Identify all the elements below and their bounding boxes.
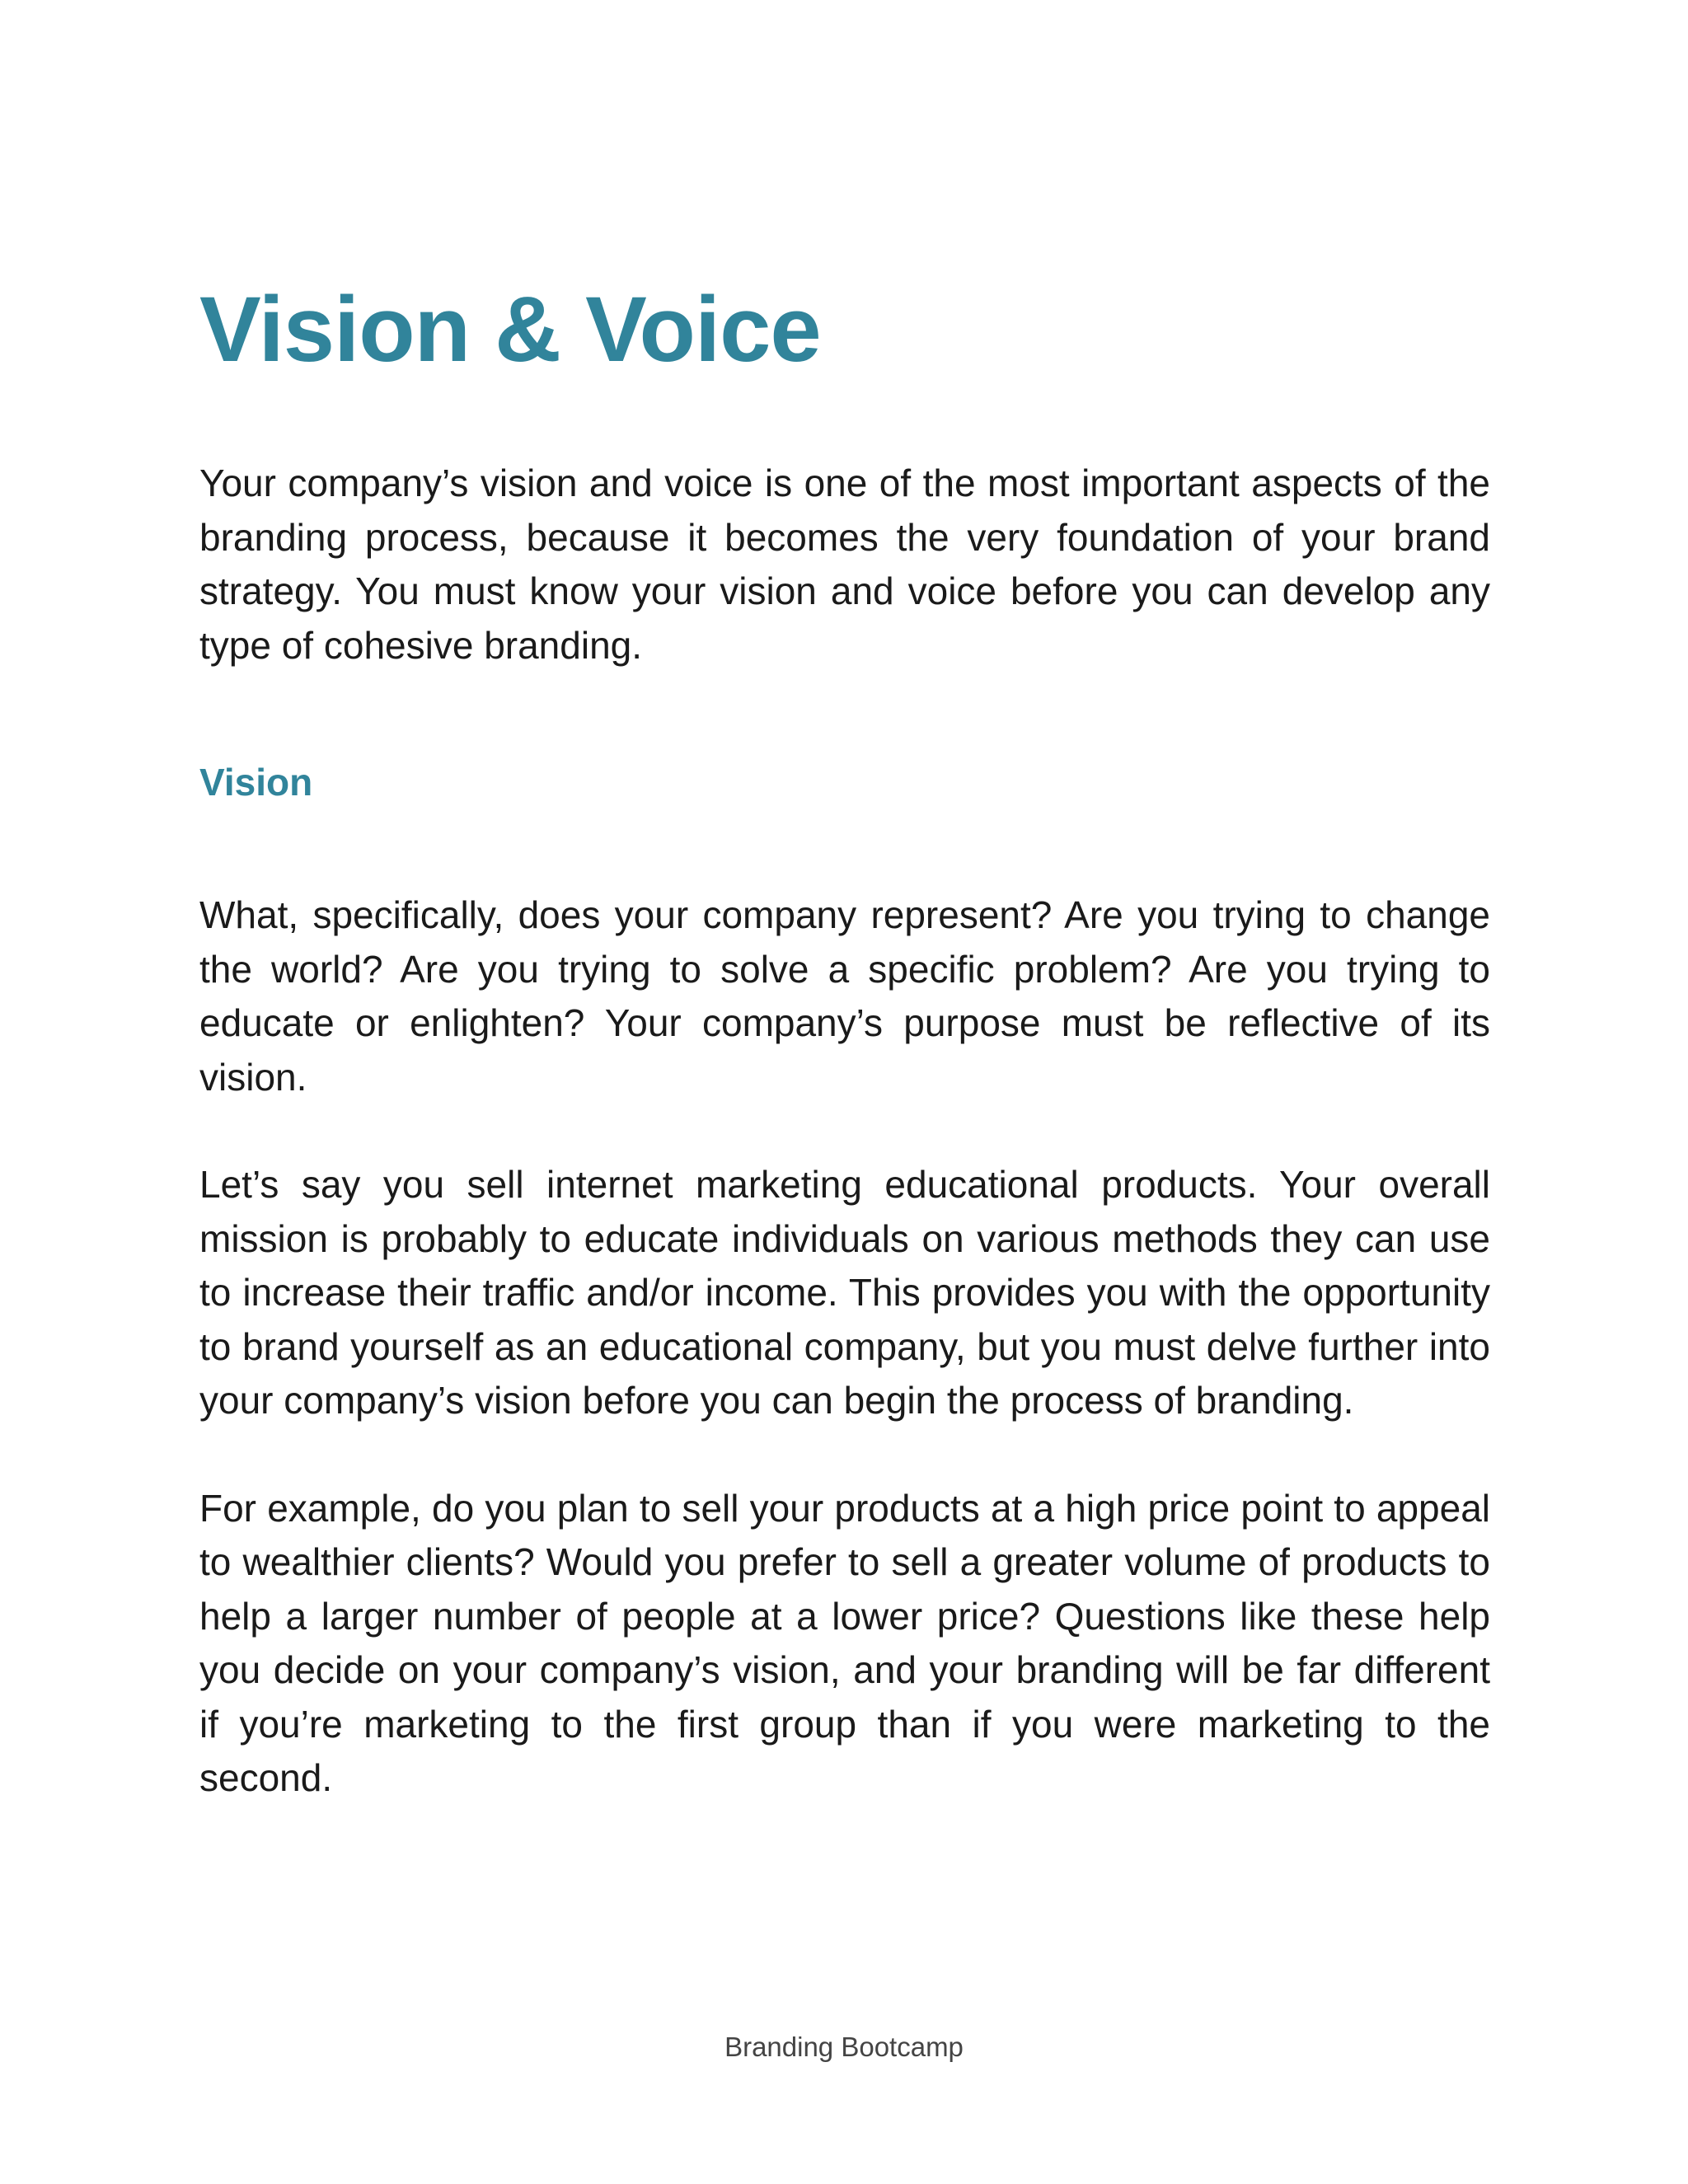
page-content (199, 272, 1490, 1806)
body-paragraph: Let’s say you sell internet marketing educational products. Your overall mission is probably to educate individuals on various methods they can use to increase their traffic and/or income. This provides you with the opportunity to brand yourself as an educational company, but you must delve further into your company’s vision before you can begin the process of branding. (199, 1163, 1490, 1422)
body-paragraph: What, specifically, does your company represent? Are you trying to change the world? Are you trying to solve a specific problem? Are you trying to educate or enlighten? Your company’s purpose must be reflective of its vision. (199, 893, 1490, 1099)
page-title: Vision & Voice (199, 278, 821, 381)
page-footer: Branding Bootcamp (724, 2032, 964, 2062)
body-paragraph: For example, do you plan to sell your products at a high price point to appeal to wealthier clients? Would you prefer to sell a greater volume of products to help a larger number of people at a lower price? Questions like these help you decide on your company’s vision, and your branding will be far different if you’re marketing to the first group than if you were marketing to the second. (199, 1486, 1490, 1799)
section-heading-vision: Vision (199, 761, 313, 804)
intro-paragraph: Your company’s vision and voice is one of the most important aspects of the branding process, because it becomes the very foundation of your brand strategy. You must know your vision and voice before you can develop any type of cohesive branding. (199, 462, 1490, 667)
